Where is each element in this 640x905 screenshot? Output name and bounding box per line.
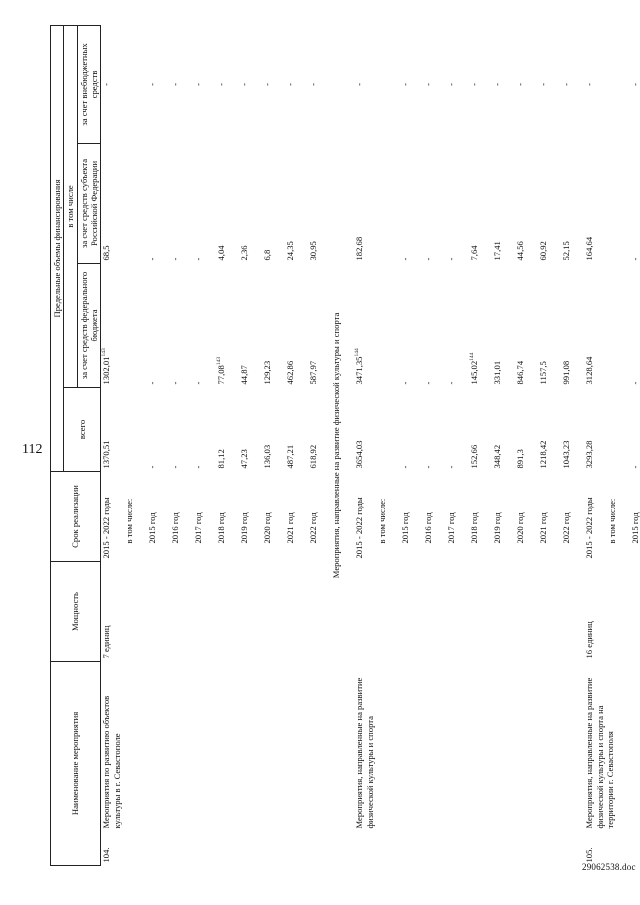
year-regional: 17,41	[492, 241, 503, 261]
row-total: 3293,28	[584, 440, 595, 469]
year-federal: 991,08	[561, 360, 572, 385]
year-total: -	[147, 465, 158, 469]
row-capacity: 16 единиц	[584, 621, 595, 659]
header-including: в том числе	[64, 25, 77, 387]
year-extra: -	[561, 83, 572, 86]
row-number: 104.	[101, 832, 125, 866]
year-extra: -	[538, 83, 549, 86]
year-total: 891,3	[515, 449, 526, 469]
year-label: 2021 год	[538, 512, 549, 544]
year-regional: 24,35	[285, 241, 296, 261]
year-regional: 6,8	[262, 249, 273, 261]
year-total: 487,21	[285, 444, 296, 469]
year-extra: -	[308, 83, 319, 86]
row-name: Мероприятия по развитию объектов культуры в г. Севастополе	[101, 661, 171, 831]
table-row	[239, 25, 262, 865]
table-row	[262, 25, 285, 865]
row-including: в том числе:	[607, 498, 618, 544]
table-row	[446, 25, 469, 865]
table-row	[492, 25, 515, 865]
year-federal: 1157,5	[538, 361, 549, 385]
year-extra: -	[262, 83, 273, 86]
year-extra: -	[515, 83, 526, 86]
table-row	[193, 25, 216, 865]
year-regional: -	[400, 257, 411, 261]
year-extra: -	[147, 83, 158, 86]
document-id: 29062538.doc	[582, 862, 636, 872]
year-label: 2017 год	[193, 512, 204, 544]
year-regional: 44,56	[515, 241, 526, 261]
table-row	[584, 25, 607, 865]
year-label: 2016 год	[423, 512, 434, 544]
year-extra: -	[446, 83, 457, 86]
year-regional: 60,92	[538, 241, 549, 261]
row-extrabudget: -	[101, 25, 125, 143]
year-regional: -	[193, 257, 204, 261]
year-regional: -	[630, 257, 640, 261]
year-federal: 145,02$^{144}$	[469, 352, 480, 385]
year-federal: -	[147, 381, 158, 385]
table-row	[561, 25, 584, 865]
year-extra: -	[193, 83, 204, 86]
header-capacity: Мощность	[51, 561, 101, 661]
header-period: Срок реализации	[51, 471, 101, 561]
year-label: 2018 год	[469, 512, 480, 544]
header-name: Наименование мероприятия	[51, 661, 101, 865]
year-total: -	[630, 465, 640, 469]
row-period: 2015 - 2022 годы	[101, 471, 125, 561]
row-extrabudget: -	[584, 83, 595, 86]
header-regional: за счет средств субъекта Российской Федерации	[77, 143, 101, 263]
year-federal: 77,08$^{143}$	[216, 356, 227, 385]
row-name: Мероприятия, направленные на развитие физической культуры и спорта на территории г. Севастополя	[584, 677, 615, 829]
row-including: в том числе:	[124, 498, 135, 544]
section-summary-name: Мероприятия, направленные на развитие физической культуры и спорта	[354, 677, 375, 829]
table-row	[538, 25, 561, 865]
year-federal: 331,01	[492, 360, 503, 385]
year-federal: 129,23	[262, 360, 273, 385]
year-label: 2017 год	[446, 512, 457, 544]
year-label: 2020 год	[515, 512, 526, 544]
year-total: 47,23	[239, 449, 250, 469]
row-capacity: 7 единиц	[101, 561, 125, 661]
table-row	[469, 25, 492, 865]
year-total: -	[193, 465, 204, 469]
row-federal: 1302,01$^{143}$	[101, 263, 125, 387]
row-total: 3654,03	[354, 440, 365, 469]
year-regional: 30,95	[308, 241, 319, 261]
row-period: 2015 - 2022 годы	[354, 497, 365, 559]
funding-table-rotated	[50, 26, 640, 866]
header-total: всего	[64, 387, 101, 471]
year-extra: -	[400, 83, 411, 86]
year-label: 2022 год	[308, 512, 319, 544]
row-including: в том числе:	[377, 498, 388, 544]
table-row	[216, 25, 239, 865]
year-total: -	[423, 465, 434, 469]
year-label: 2018 год	[216, 512, 227, 544]
year-total: 136,03	[262, 444, 273, 469]
year-extra: -	[285, 83, 296, 86]
year-total: 152,66	[469, 444, 480, 469]
year-total: 1043,23	[561, 440, 572, 469]
year-federal: -	[630, 381, 640, 385]
year-extra: -	[423, 83, 434, 86]
year-total: 81,12	[216, 449, 227, 469]
year-label: 2015 год	[147, 512, 158, 544]
year-federal: 44,87	[239, 365, 250, 385]
year-extra: -	[630, 83, 640, 86]
year-federal: 846,74	[515, 360, 526, 385]
table-row	[354, 25, 377, 865]
row-regional: 164,64	[584, 236, 595, 261]
year-federal: -	[170, 381, 181, 385]
year-federal: -	[400, 381, 411, 385]
table-row	[170, 25, 193, 865]
year-label: 2020 год	[262, 512, 273, 544]
year-extra: -	[239, 83, 250, 86]
year-regional: 4,04	[216, 245, 227, 261]
header-extrabudget: за счет внебюджетных средств	[77, 25, 101, 143]
year-total: -	[446, 465, 457, 469]
year-federal: 587,97	[308, 360, 319, 385]
year-regional: -	[446, 257, 457, 261]
year-label: 2019 год	[239, 512, 250, 544]
row-regional: 182,68	[354, 236, 365, 261]
row-total: 1370,51	[101, 387, 125, 471]
section-title: Мероприятия, направленные на развитие физической культуры и спорта	[331, 312, 342, 579]
row-federal: 3471,35$^{144}$	[354, 348, 365, 385]
page-number: 112	[22, 442, 43, 457]
year-total: -	[400, 465, 411, 469]
year-federal: -	[446, 381, 457, 385]
section-heading-row	[331, 25, 354, 865]
header-federal: за счет средств федерального бюджета	[77, 263, 101, 387]
year-extra: -	[469, 83, 480, 86]
year-label: 2015 год	[400, 512, 411, 544]
year-regional: -	[423, 257, 434, 261]
row-number: 105.	[584, 847, 595, 863]
year-federal: -	[193, 381, 204, 385]
table-row	[515, 25, 538, 865]
year-federal: -	[423, 381, 434, 385]
table-row	[423, 25, 446, 865]
year-label: 2021 год	[285, 512, 296, 544]
year-regional: -	[147, 257, 158, 261]
year-label: 2016 год	[170, 512, 181, 544]
year-total: 618,92	[308, 444, 319, 469]
funding-table	[50, 25, 640, 866]
year-extra: -	[492, 83, 503, 86]
row-period: 2015 - 2022 годы	[584, 497, 595, 559]
row-federal: 3128,64	[584, 356, 595, 385]
row-extrabudget: -	[354, 83, 365, 86]
year-total: -	[170, 465, 181, 469]
year-total: 348,42	[492, 444, 503, 469]
year-extra: -	[170, 83, 181, 86]
year-regional: -	[170, 257, 181, 261]
year-regional: 52,15	[561, 241, 572, 261]
year-label: 2022 год	[561, 512, 572, 544]
table-row	[308, 25, 331, 865]
row-regional: 68,5	[101, 143, 125, 263]
table-row	[285, 25, 308, 865]
year-federal: 462,86	[285, 360, 296, 385]
year-label: 2015 год	[630, 512, 640, 544]
year-extra: -	[216, 83, 227, 86]
year-regional: 2,36	[239, 245, 250, 261]
table-row	[101, 25, 125, 865]
header-funding: Предельные объемы финансирования	[51, 25, 64, 471]
year-regional: 7,64	[469, 245, 480, 261]
year-label: 2019 год	[492, 512, 503, 544]
year-total: 1218,42	[538, 440, 549, 469]
